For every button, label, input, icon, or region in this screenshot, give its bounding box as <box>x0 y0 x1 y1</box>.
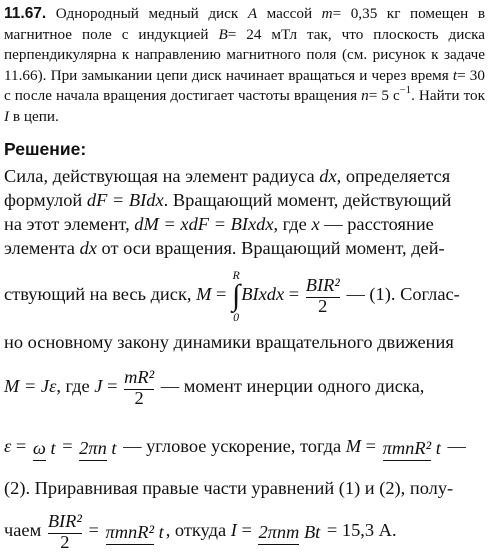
numerator: ω <box>33 438 46 461</box>
numerator: 2πn <box>79 438 107 461</box>
solution-line <box>4 212 485 236</box>
problem-text: в цепи. <box>12 107 59 125</box>
var-j: J <box>94 376 103 396</box>
var-dx: dx <box>319 166 337 186</box>
text: на этот элемент, <box>4 214 130 234</box>
fraction <box>33 439 56 457</box>
denominator: t <box>158 521 164 542</box>
integral-upper-limit: R <box>232 267 240 282</box>
fraction <box>106 523 164 541</box>
equals-sign: = <box>288 284 300 304</box>
solution-line <box>4 236 485 260</box>
text: — момент инерции одного диска, <box>160 376 425 396</box>
equals-sign: = <box>15 436 27 456</box>
var-x: x <box>311 214 320 234</box>
solution-line: но основному закону динамики вращательного движения <box>4 332 454 352</box>
problem-statement <box>4 4 485 127</box>
equals-sign: = <box>107 376 118 396</box>
problem-text: = 5 с <box>368 87 400 104</box>
equals-sign: = <box>365 436 377 456</box>
integral <box>232 269 240 323</box>
problem-number: 11.67. <box>4 5 47 22</box>
var-dx: dx <box>79 238 97 258</box>
formula-dm: dM = xdF = BIxdx <box>134 214 274 234</box>
var-i: I <box>4 107 10 125</box>
text: Сила, действующая на элемент радиуса <box>4 166 315 186</box>
formula-newton: M = Jε <box>4 376 57 396</box>
problem-text: массой <box>266 5 313 22</box>
text: , откуда <box>165 520 227 540</box>
text: ствующий на весь диск, <box>4 284 192 304</box>
solution-line <box>4 188 485 212</box>
problem-text: Однородный медный диск <box>55 5 239 22</box>
integral-sign: ∫ <box>232 278 241 312</box>
integral-lower-limit: 0 <box>233 309 240 324</box>
solution-body <box>4 164 485 560</box>
fraction <box>79 439 116 457</box>
var-epsilon: ε <box>4 436 12 456</box>
equals-sign: = <box>241 520 252 540</box>
denominator: t <box>111 437 117 458</box>
problem-text: = 0,35 кг помещен в магнитное поле с индукцией <box>4 5 485 43</box>
numerator: BIR² <box>306 275 340 298</box>
solution-line: (2). Приравнивая правые части уравнений (1) и (2), полу- <box>4 478 454 498</box>
fraction <box>124 368 154 407</box>
text: от оси вращения. Вращающий момент, дей- <box>101 238 445 258</box>
text: , где <box>273 214 307 234</box>
denominator: Bt <box>303 521 321 542</box>
numerator: πmnR² <box>383 438 431 461</box>
var-n: n <box>361 87 369 104</box>
numerator: 2πnm <box>258 522 299 545</box>
var-a: A <box>247 5 258 22</box>
var-i: I <box>230 520 237 540</box>
text: чаем <box>4 520 42 540</box>
integrand: BIxdx <box>241 284 285 304</box>
numerator: mR² <box>124 367 154 390</box>
problem-text: = 30 с после начала вращения достигает частоты вращения <box>4 66 485 104</box>
equals-sign: = <box>88 520 99 540</box>
fraction <box>258 523 320 541</box>
text: . Вращающий момент, действующий <box>163 190 452 210</box>
text: — (1). Соглас- <box>346 284 460 304</box>
var-m-moment: M <box>345 436 362 456</box>
text: формулой <box>4 190 83 210</box>
numerator: πmnR² <box>106 522 154 545</box>
solution-line <box>4 500 485 560</box>
text: элемента <box>4 238 75 258</box>
text: — расстояние <box>324 214 434 234</box>
text: , где <box>56 376 90 396</box>
fraction <box>48 512 82 551</box>
var-b: B <box>218 25 228 43</box>
var-m-moment: M <box>196 284 212 304</box>
solution-line <box>4 356 485 416</box>
fraction <box>383 439 441 457</box>
problem-text: = 24 мТл так, что плоскость диска перпендикулярна к направлению магнитного поля (см. рисунок к задаче 11.66). При замыкании цепи диск начинает вращаться и через время <box>4 25 485 84</box>
equals-sign: = <box>216 284 227 304</box>
numerator: BIR² <box>48 511 82 534</box>
text: , определяется <box>336 166 451 186</box>
solution-line <box>4 260 485 328</box>
denominator: t <box>50 437 56 458</box>
text: — угловое ускорение, тогда <box>123 436 342 456</box>
fraction <box>306 276 340 315</box>
denominator: 2 <box>318 295 328 316</box>
solution-title: Решение: <box>4 139 87 159</box>
denominator: t <box>435 437 441 458</box>
solution-line <box>4 164 485 188</box>
text: — <box>447 436 466 456</box>
denominator: 2 <box>60 531 70 552</box>
solution-line <box>4 416 485 476</box>
denominator: 2 <box>134 387 144 408</box>
var-m: m <box>321 5 333 22</box>
var-t: t <box>452 66 458 84</box>
answer: = 15,3 А. <box>326 520 397 540</box>
equals-sign: = <box>62 436 73 456</box>
exponent: −1 <box>399 84 412 96</box>
problem-text: . Найти ток <box>411 87 485 104</box>
formula-df: dF = BIdx <box>86 190 164 210</box>
